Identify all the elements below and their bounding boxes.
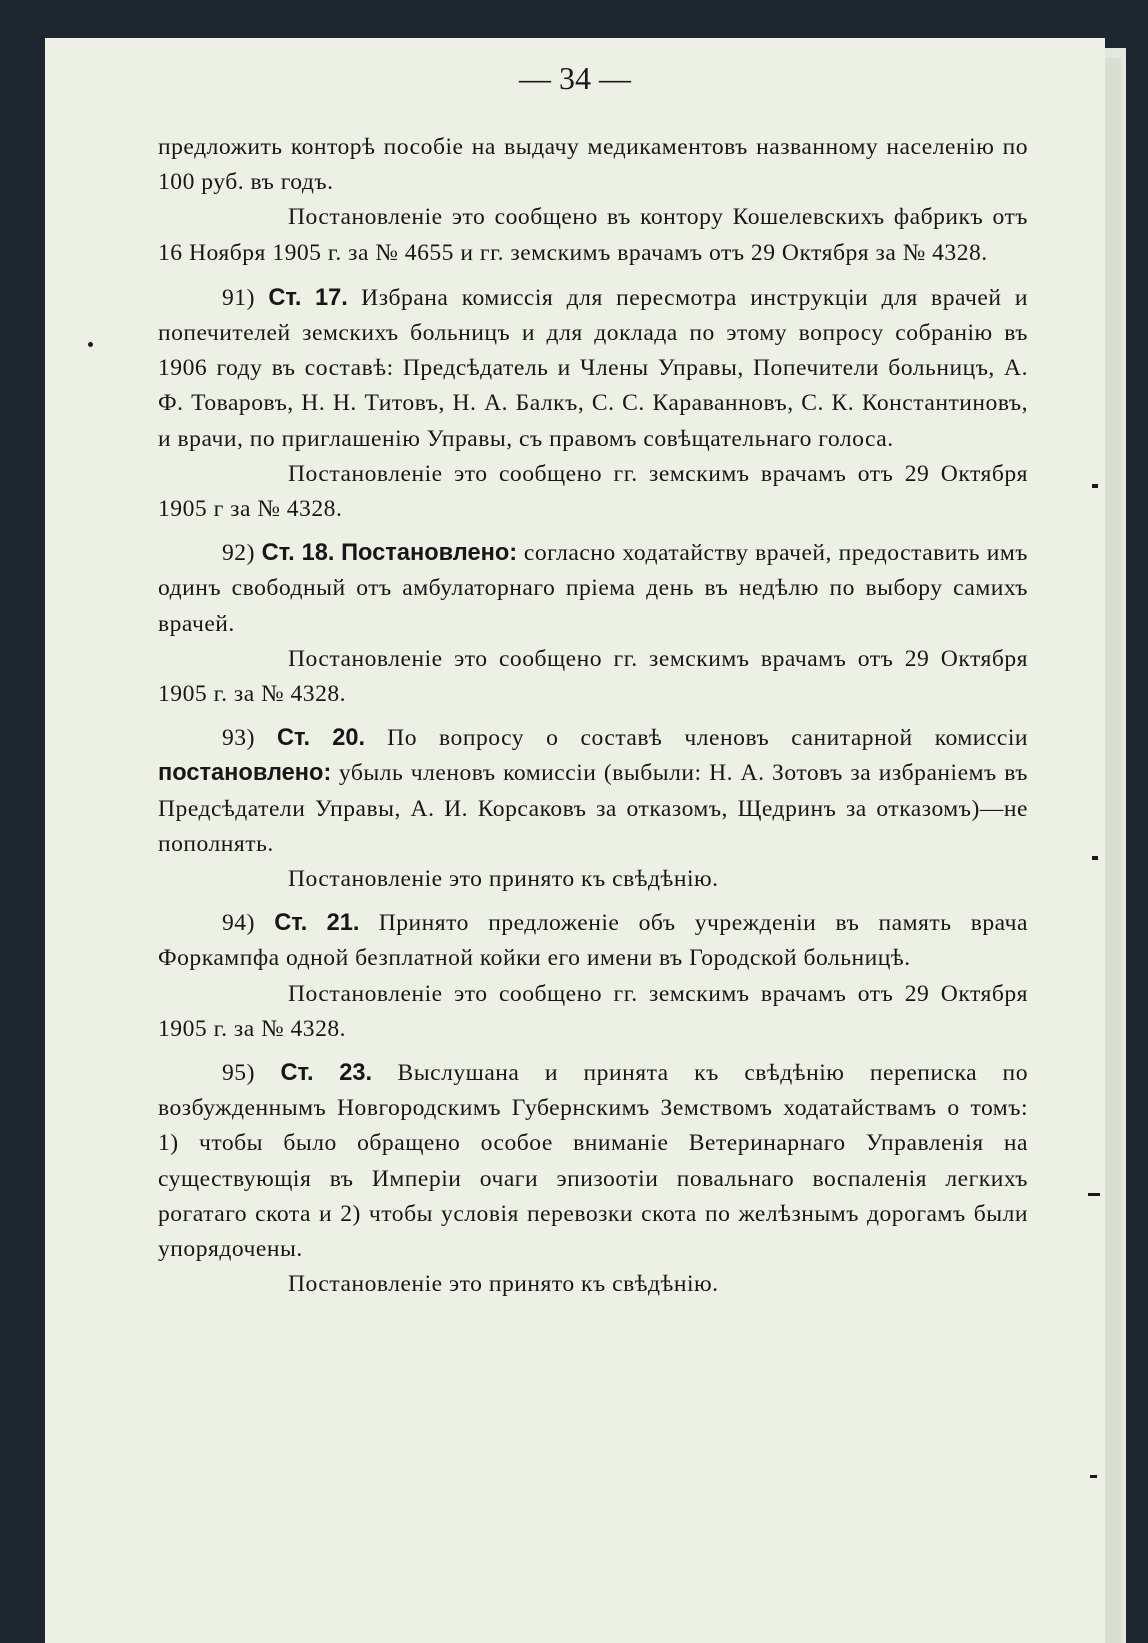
margin-mark [1092,484,1098,488]
item-94 [158,906,1028,976]
paragraph-intro: предложить конторѣ пособіе на выдачу медикаментовъ названному населенію по 100 руб. въ годъ. [158,134,1028,196]
article-label: Ст. 20. [277,725,366,752]
item-text: Избрана комиссія для пересмотра инструкціи для врачей и попечителей земскихъ больницъ и для доклада по этому вопросу собранію въ 1906 году въ составѣ: Предсѣдатель и Члены Управы, Попечители больницъ, А. Ф. Товаровъ, Н. Н. Титовъ, Н. А. Балкъ, С. С. Караванновъ, С. К. Константиновъ, и врачи, по приглашенію Управы, съ правомъ совѣщательнаго голоса. [158,284,1028,452]
article-label: Ст. 17. [268,284,348,311]
item-93-resolution: Постановленіе это принято къ свѣдѣнію. [288,866,719,893]
item-95-resolution: Постановленіе это принято къ свѣдѣнію. [288,1271,719,1298]
item-number: 91) [222,284,255,311]
item-text-pre: По вопросу о составѣ членовъ санитарной комиссіи [387,725,1028,752]
item-92 [158,536,1028,642]
item-number: 93) [222,725,255,752]
item-text: Принято предложеніе объ учрежденіи въ память врача Форкампфа одной безплатной койки его имени въ Городской больницѣ. [158,910,1028,972]
paragraph-resolution-1: Постановленіе это сообщено въ контору Кошелевскихъ фабрикъ отъ 16 Ноября 1905 г. за № 4655 и гг. земскимъ врачамъ отъ 29 Октября за № 4328. [158,204,1028,266]
item-text: согласно ходатайству врачей, предоставить имъ одинъ свободный отъ амбулаторнаго пріема день въ недѣлю по выбору самихъ врачей. [158,540,1028,637]
item-92-resolution: Постановленіе это сообщено гг. земскимъ врачамъ отъ 29 Октября 1905 г. за № 4328. [158,645,1028,708]
item-number: 95) [222,1060,255,1087]
item-94-resolution: Постановленіе это сообщено гг. земскимъ врачамъ отъ 29 Октября 1905 г. за № 4328. [158,980,1028,1042]
item-95 [158,1056,1028,1267]
item-number: 94) [222,910,255,937]
item-text: убыль членовъ комиссіи (выбыли: Н. А. Зотовъ за избраніемъ въ Предсѣдатели Управы, А. И. Корсаковъ за отказомъ, Щедринъ за отказомъ)—не пополнять. [158,760,1028,857]
article-label: Ст. 18. [261,540,335,567]
item-text: Выслушана и принята къ свѣдѣнію переписка по возбужденнымъ Новгородскимъ Губернскимъ Земствомъ ходатайствамъ о томъ: 1) чтобы было обращено особое вниманіе Ветеринарнаго Управленія на существующія въ Имперіи очаги эпизоотіи повальнаго воспаленія легкихъ рогатаго скота и 2) чтобы условія перевозки скота по желѣзнымъ дорогамъ были упорядочены. [158,1060,1028,1263]
resolved-label: постановлено: [158,760,332,787]
item-91-resolution: Постановленіе это сообщено гг. земскимъ врачамъ отъ 29 Октября 1905 г за № 4328. [158,460,1028,523]
margin-mark [1088,1193,1100,1196]
item-91 [158,281,1028,457]
document-body [158,130,1028,1303]
page-number: — 34 — [519,60,631,96]
article-label: Ст. 23. [280,1060,373,1087]
margin-mark [1092,856,1098,860]
document-page [45,38,1105,1643]
margin-mark [1090,1475,1097,1478]
item-number: 92) [222,540,255,567]
item-93 [158,721,1028,862]
resolved-label: Постановлено: [341,540,518,567]
margin-mark [88,342,93,347]
article-label: Ст. 21. [274,910,360,937]
